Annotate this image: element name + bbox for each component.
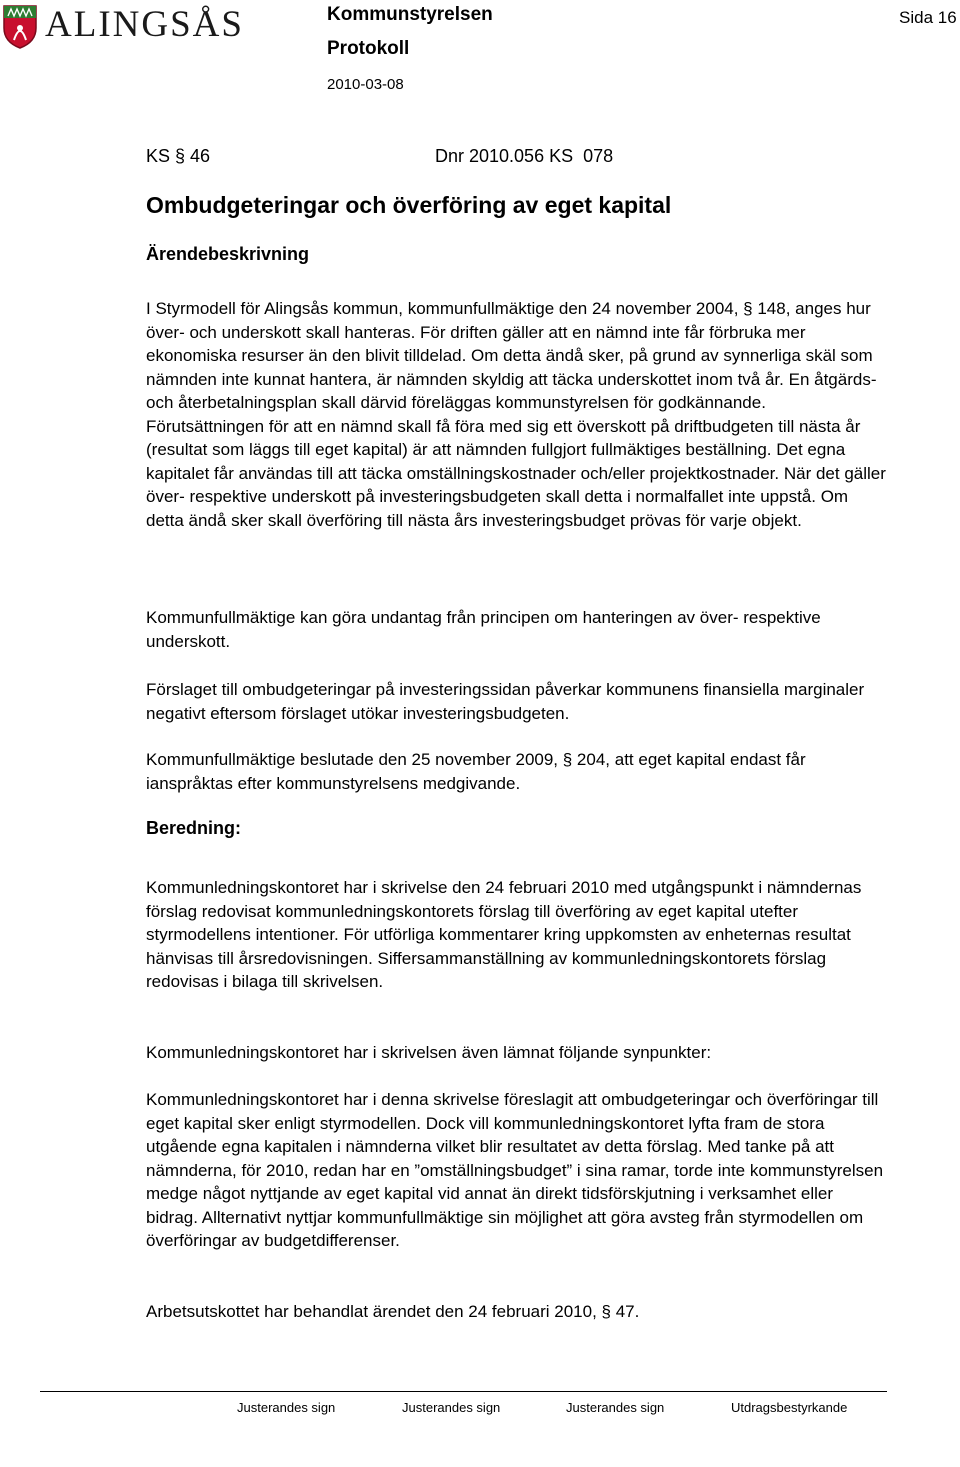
case-title: Ombudgeteringar och överföring av eget kapital: [146, 192, 672, 218]
meeting-date: 2010-03-08: [327, 76, 404, 93]
page-number: Sida 16: [899, 8, 957, 27]
body-paragraph-4: Kommunfullmäktige beslutade den 25 november 2009, § 204, att eget kapital endast får ianspråktas efter kommunstyrelsens medgivande.: [146, 750, 806, 793]
body-paragraph-3: Förslaget till ombudgeteringar på investeringssidan påverkar kommunens finansiella marginaler negativt eftersom förslaget utökar investeringsbudgeten.: [146, 680, 865, 723]
coat-of-arms-icon: [2, 4, 38, 50]
section-heading-description: Ärendebeskrivning: [146, 244, 310, 264]
section-heading-beredning: Beredning:: [146, 818, 242, 838]
body-paragraph-7: Kommunledningskontoret har i denna skrivelse föreslagit att ombudgeteringar och överföringar till eget kapital sker enligt styrmodellen. Dock vill kommunledningskontoret lyfta fram de stora utgående egna kapitalen i nämnderna vilket blir resultatet av detta förslag. Med tanke på att nämnderna, för 2010, redan har en ”omställningsbudget” i sina ramar, torde inte kommunstyrelsen medge något nyttjande av eget kapital vid annat än direkt tidsförskjutning i verksamhet eller bidrag. Allternativt nyttjar kommunfullmäktige sin möjlighet att göra avsteg från styrmodellen om överföringar av budgetdifferenser.: [146, 1090, 884, 1250]
body-paragraph-1: I Styrmodell för Alingsås kommun, kommunfullmäktige den 24 november 2004, § 148, anges hur över- och underskott skall hanteras. För driften gäller att en nämnd inte får förbruka mer ekonomiska resurser än den blivit tilldelad. Om detta ändå sker, på grund av synnerliga skäl som nämnden inte kunnat hantera, är nämnden skyldig att täcka underskottet inom två år. En åtgärds- och återbetalningsplan skall därvid föreläggas kommunstyrelsen för godkännande. Förutsättningen för att en nämnd skall få föra med sig ett överskott på driftbudgeten till nästa år (resultat som läggs till eget kapital) är att nämnden fullgjort fullmäktiges beställning. Det egna kapitalet får användas till att täcka omställningskostnader och/eller projektkostnader. När det gäller över- respektive underskott på investeringsbudgeten skall detta i normalfallet inte uppstå. Om detta ändå sker skall överföring till nästa års investeringsbudget prövas för varje objekt.: [146, 299, 886, 530]
body-paragraph-2: Kommunfullmäktige kan göra undantag från principen om hanteringen av över- respektive underskott.: [146, 608, 821, 651]
municipality-logo: [2, 4, 264, 52]
signature-field-1: Justerandes sign: [237, 1400, 336, 1415]
body-paragraph-6: Kommunledningskontoret har i skrivelsen även lämnat följande synpunkter:: [146, 1043, 712, 1062]
footer-divider: [40, 1391, 887, 1392]
case-number: Dnr 2010.056 KS 078: [435, 146, 614, 166]
signature-field-2: Justerandes sign: [402, 1400, 501, 1415]
document-type: Protokoll: [327, 38, 410, 59]
signature-field-3: Justerandes sign: [566, 1400, 665, 1415]
document-header: [327, 4, 493, 94]
organization-name: Kommunstyrelsen: [327, 4, 493, 25]
logo-wordmark: ALINGSÅS: [45, 4, 244, 45]
body-paragraph-5: Kommunledningskontoret har i skrivelse den 24 februari 2010 med utgångspunkt i nämndernas förslag redovisat kommunledningskontorets förslag till överföring av eget kapital utefter styrmodellens intentioner. För utförliga kommentarer kring uppkomsten av enheternas resultat hänvisas till årsredovisningen. Siffersammanställning av kommunledningskontorets förslag redovisas i bilaga till skrivelsen.: [146, 878, 862, 991]
body-paragraph-8: Arbetsutskottet har behandlat ärendet den 24 februari 2010, § 47.: [146, 1302, 640, 1321]
paragraph-reference: KS § 46: [146, 146, 211, 166]
extract-certification-field: Utdragsbestyrkande: [731, 1400, 848, 1415]
